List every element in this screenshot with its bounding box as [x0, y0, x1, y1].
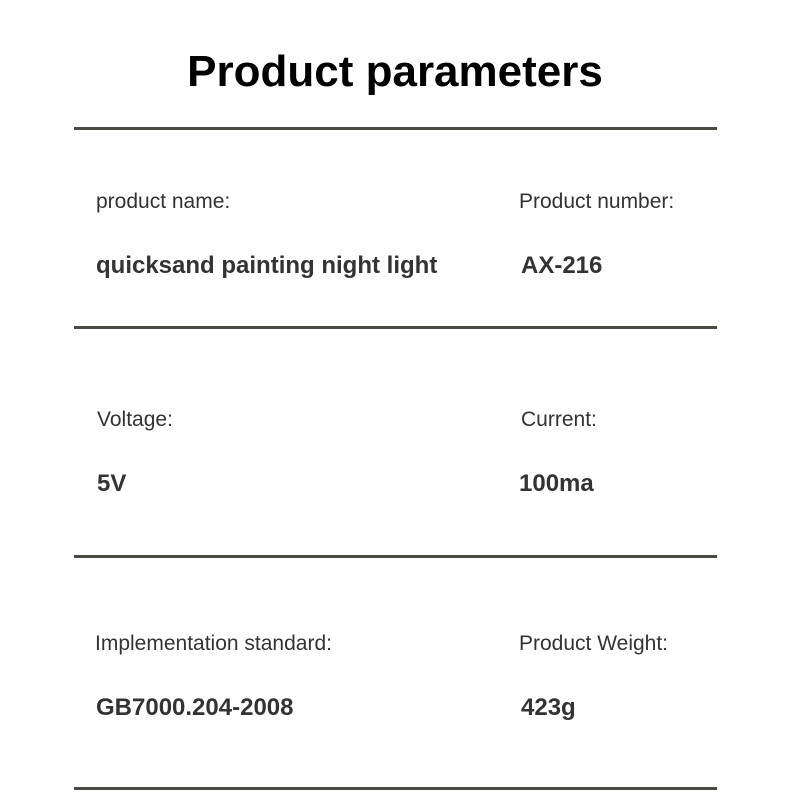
product-number-label: Product number:: [519, 190, 675, 213]
voltage-label: Voltage:: [97, 408, 173, 431]
page-title: Product parameters: [187, 47, 603, 96]
divider-bottom: [74, 787, 717, 790]
product-weight-label: Product Weight:: [519, 632, 669, 655]
product-weight-value: 423g: [521, 694, 576, 721]
implementation-standard-label: Implementation standard:: [95, 632, 332, 655]
divider-2: [74, 555, 717, 558]
current-label: Current:: [521, 408, 597, 431]
product-number-value: AX-216: [521, 252, 603, 279]
product-name-value: quicksand painting night light: [96, 252, 438, 279]
divider-1: [74, 326, 717, 329]
implementation-standard-value: GB7000.204-2008: [96, 694, 294, 721]
voltage-value: 5V: [97, 470, 127, 497]
divider-top: [74, 127, 717, 130]
product-name-label: product name:: [96, 190, 231, 213]
current-value: 100ma: [519, 470, 594, 497]
